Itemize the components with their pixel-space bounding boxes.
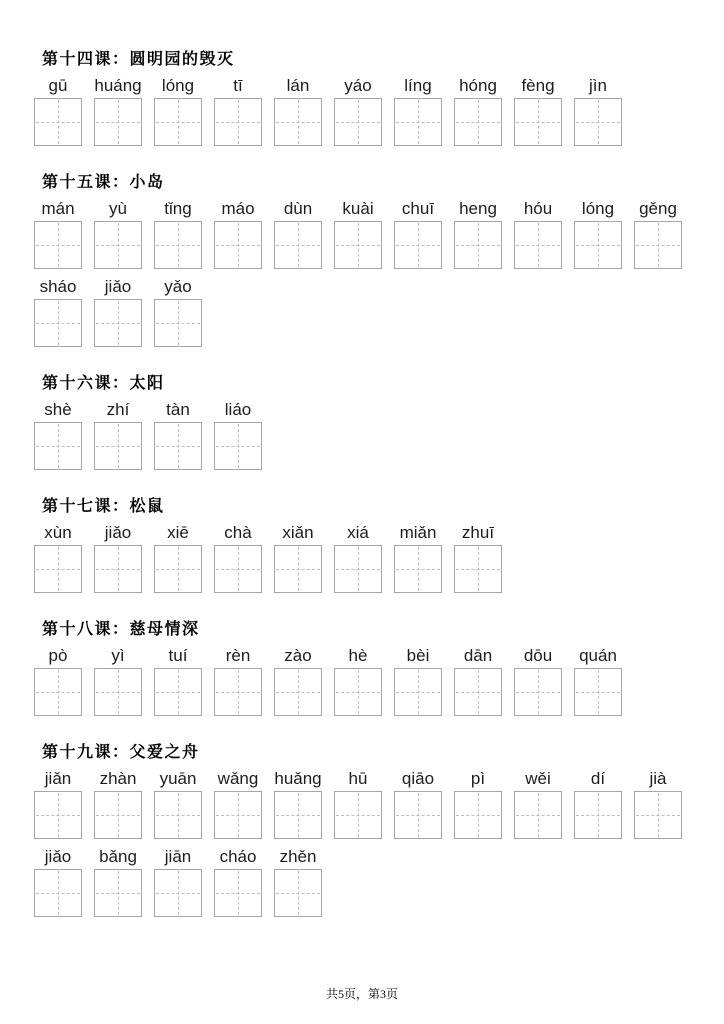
pinyin-item <box>454 767 514 839</box>
horizontal-guide-dashed-line <box>276 122 320 123</box>
horizontal-guide-dashed-line <box>96 569 140 570</box>
horizontal-guide-dashed-line <box>216 815 260 816</box>
writing-box <box>514 668 562 716</box>
pinyin-label: dōu <box>523 646 553 665</box>
pinyin-item <box>274 74 334 146</box>
pinyin-item <box>154 767 214 839</box>
pinyin-label: zào <box>284 646 312 665</box>
writing-box <box>94 98 142 146</box>
pinyin-item <box>214 398 274 470</box>
pinyin-label: huǎng <box>274 769 322 788</box>
horizontal-guide-dashed-line <box>216 446 260 447</box>
writing-box <box>214 791 262 839</box>
horizontal-guide-dashed-line <box>156 569 200 570</box>
horizontal-guide-dashed-line <box>216 122 260 123</box>
writing-box <box>274 869 322 917</box>
pinyin-item <box>214 644 274 716</box>
lesson-section <box>34 497 724 593</box>
pinyin-row <box>34 197 724 269</box>
horizontal-guide-dashed-line <box>576 122 620 123</box>
writing-box <box>454 791 502 839</box>
writing-box <box>514 98 562 146</box>
pinyin-item <box>214 521 274 593</box>
writing-box <box>214 668 262 716</box>
pinyin-item <box>394 197 454 269</box>
horizontal-guide-dashed-line <box>96 245 140 246</box>
writing-box <box>454 545 502 593</box>
pinyin-label: jiǎn <box>44 769 72 788</box>
writing-box <box>214 422 262 470</box>
pinyin-label: xiá <box>347 523 369 542</box>
pinyin-label: jià <box>649 769 667 788</box>
pinyin-row <box>34 398 724 470</box>
writing-box <box>334 545 382 593</box>
pinyin-item <box>34 398 94 470</box>
writing-box <box>34 545 82 593</box>
section-rows <box>34 644 724 716</box>
pinyin-label: yù <box>109 199 127 218</box>
pinyin-label: shè <box>44 400 72 419</box>
pinyin-item <box>214 197 274 269</box>
writing-box <box>154 98 202 146</box>
horizontal-guide-dashed-line <box>276 893 320 894</box>
writing-box <box>214 545 262 593</box>
pinyin-label: mán <box>41 199 75 218</box>
horizontal-guide-dashed-line <box>456 569 500 570</box>
writing-box <box>154 545 202 593</box>
writing-box <box>634 791 682 839</box>
pinyin-label: jiǎo <box>44 847 72 866</box>
pinyin-item <box>274 845 334 917</box>
writing-box <box>154 869 202 917</box>
writing-box <box>34 221 82 269</box>
pinyin-label: rèn <box>225 646 251 665</box>
writing-box <box>574 791 622 839</box>
horizontal-guide-dashed-line <box>156 893 200 894</box>
pinyin-item <box>514 197 574 269</box>
pinyin-item <box>94 521 154 593</box>
pinyin-label: jìn <box>589 76 607 95</box>
horizontal-guide-dashed-line <box>336 815 380 816</box>
horizontal-guide-dashed-line <box>636 815 680 816</box>
pinyin-item <box>274 644 334 716</box>
horizontal-guide-dashed-line <box>516 692 560 693</box>
pinyin-item <box>454 644 514 716</box>
writing-box <box>274 668 322 716</box>
pinyin-label: miǎn <box>399 523 437 542</box>
horizontal-guide-dashed-line <box>276 815 320 816</box>
pinyin-item <box>154 644 214 716</box>
pinyin-item <box>394 521 454 593</box>
horizontal-guide-dashed-line <box>576 815 620 816</box>
writing-box <box>94 668 142 716</box>
pinyin-label: lán <box>286 76 310 95</box>
pinyin-label: hū <box>348 769 368 788</box>
horizontal-guide-dashed-line <box>96 446 140 447</box>
pinyin-label: zhěn <box>279 847 317 866</box>
pinyin-label: gū <box>48 76 68 95</box>
pinyin-item <box>94 275 154 347</box>
pinyin-item <box>274 521 334 593</box>
writing-box <box>94 791 142 839</box>
pinyin-label: liáo <box>224 400 252 419</box>
horizontal-guide-dashed-line <box>36 323 80 324</box>
horizontal-guide-dashed-line <box>396 692 440 693</box>
section-rows <box>34 521 724 593</box>
writing-box <box>574 98 622 146</box>
horizontal-guide-dashed-line <box>156 122 200 123</box>
pinyin-row <box>34 644 724 716</box>
writing-box <box>94 299 142 347</box>
pinyin-item <box>574 197 634 269</box>
pinyin-item <box>214 74 274 146</box>
pinyin-item <box>274 767 334 839</box>
writing-box <box>34 869 82 917</box>
section-rows <box>34 74 724 146</box>
lesson-section <box>34 743 724 917</box>
horizontal-guide-dashed-line <box>96 323 140 324</box>
lesson-title: 第十四课：圆明园的毁灭 <box>42 51 235 68</box>
horizontal-guide-dashed-line <box>216 569 260 570</box>
pinyin-item <box>94 845 154 917</box>
pinyin-item <box>574 644 634 716</box>
lesson-section <box>34 620 724 716</box>
writing-box <box>274 545 322 593</box>
pinyin-label: hóu <box>523 199 553 218</box>
pinyin-item <box>454 74 514 146</box>
pinyin-item <box>454 197 514 269</box>
horizontal-guide-dashed-line <box>36 692 80 693</box>
lesson-section <box>34 173 724 347</box>
pinyin-item <box>94 197 154 269</box>
pinyin-item <box>154 197 214 269</box>
pinyin-item <box>34 767 94 839</box>
pinyin-label: jiān <box>164 847 192 866</box>
pinyin-label: hóng <box>459 76 497 95</box>
pinyin-label: quán <box>579 646 617 665</box>
section-rows <box>34 767 724 917</box>
writing-box <box>34 668 82 716</box>
horizontal-guide-dashed-line <box>156 245 200 246</box>
pinyin-label: tuí <box>168 646 188 665</box>
writing-box <box>214 98 262 146</box>
horizontal-guide-dashed-line <box>96 893 140 894</box>
pinyin-item <box>154 74 214 146</box>
pinyin-item <box>514 74 574 146</box>
pinyin-item <box>154 845 214 917</box>
pinyin-label: xiē <box>167 523 189 542</box>
pinyin-item <box>94 74 154 146</box>
pinyin-label: chà <box>224 523 252 542</box>
writing-box <box>334 668 382 716</box>
horizontal-guide-dashed-line <box>276 245 320 246</box>
writing-box <box>394 791 442 839</box>
pinyin-item <box>154 521 214 593</box>
pinyin-label: pò <box>48 646 68 665</box>
writing-box <box>274 791 322 839</box>
pinyin-item <box>34 74 94 146</box>
pinyin-item <box>574 74 634 146</box>
horizontal-guide-dashed-line <box>336 569 380 570</box>
writing-box <box>34 422 82 470</box>
writing-box <box>574 668 622 716</box>
pinyin-item <box>334 197 394 269</box>
pinyin-item <box>334 767 394 839</box>
writing-box <box>34 791 82 839</box>
pinyin-label: heng <box>459 199 497 218</box>
pinyin-label: lóng <box>581 199 615 218</box>
pinyin-item <box>154 398 214 470</box>
pinyin-label: yì <box>111 646 125 665</box>
horizontal-guide-dashed-line <box>516 122 560 123</box>
pinyin-label: fèng <box>521 76 555 95</box>
writing-box <box>214 221 262 269</box>
horizontal-guide-dashed-line <box>156 692 200 693</box>
pinyin-label: zhàn <box>99 769 137 788</box>
horizontal-guide-dashed-line <box>456 122 500 123</box>
horizontal-guide-dashed-line <box>456 692 500 693</box>
writing-box <box>154 221 202 269</box>
horizontal-guide-dashed-line <box>576 692 620 693</box>
horizontal-guide-dashed-line <box>36 122 80 123</box>
lesson-title: 第十七课：松鼠 <box>42 498 165 515</box>
horizontal-guide-dashed-line <box>36 446 80 447</box>
horizontal-guide-dashed-line <box>396 815 440 816</box>
horizontal-guide-dashed-line <box>36 245 80 246</box>
writing-box <box>34 299 82 347</box>
horizontal-guide-dashed-line <box>336 122 380 123</box>
pinyin-label: wěi <box>525 769 551 788</box>
lesson-section <box>34 374 724 470</box>
pinyin-item <box>334 644 394 716</box>
writing-box <box>94 221 142 269</box>
pinyin-item <box>94 644 154 716</box>
writing-box <box>34 98 82 146</box>
pinyin-label: dùn <box>283 199 313 218</box>
writing-box <box>94 869 142 917</box>
writing-box <box>574 221 622 269</box>
writing-box <box>274 221 322 269</box>
horizontal-guide-dashed-line <box>36 893 80 894</box>
pinyin-label: xùn <box>44 523 72 542</box>
pinyin-row <box>34 74 724 146</box>
lesson-section <box>34 50 724 146</box>
writing-box <box>394 545 442 593</box>
pinyin-label: xiǎn <box>282 523 314 542</box>
pinyin-label: pì <box>470 769 486 788</box>
pinyin-item <box>394 74 454 146</box>
pinyin-item <box>154 275 214 347</box>
pinyin-label: wǎng <box>217 769 259 788</box>
pinyin-label: qiāo <box>401 769 435 788</box>
horizontal-guide-dashed-line <box>216 893 260 894</box>
pinyin-item <box>34 644 94 716</box>
pinyin-item <box>214 767 274 839</box>
pinyin-item <box>34 197 94 269</box>
pinyin-label: bèi <box>406 646 430 665</box>
horizontal-guide-dashed-line <box>336 692 380 693</box>
pinyin-item <box>94 398 154 470</box>
writing-box <box>634 221 682 269</box>
pinyin-label: jiǎo <box>104 523 132 542</box>
horizontal-guide-dashed-line <box>96 122 140 123</box>
pinyin-label: zhuī <box>461 523 495 542</box>
pinyin-label: lóng <box>161 76 195 95</box>
horizontal-guide-dashed-line <box>216 245 260 246</box>
pinyin-item <box>454 521 514 593</box>
pinyin-label: tī <box>233 76 243 95</box>
horizontal-guide-dashed-line <box>276 569 320 570</box>
lesson-title: 第十八课：慈母情深 <box>42 621 200 638</box>
pinyin-label: líng <box>404 76 432 95</box>
pinyin-item <box>34 845 94 917</box>
pinyin-label: máo <box>221 199 255 218</box>
section-rows <box>34 197 724 347</box>
horizontal-guide-dashed-line <box>396 122 440 123</box>
pinyin-label: bǎng <box>99 847 137 866</box>
writing-box <box>514 221 562 269</box>
pinyin-item <box>394 644 454 716</box>
pinyin-label: yuān <box>159 769 197 788</box>
pinyin-item <box>214 845 274 917</box>
pinyin-row <box>34 521 724 593</box>
writing-box <box>214 869 262 917</box>
horizontal-guide-dashed-line <box>96 815 140 816</box>
pinyin-item <box>574 767 634 839</box>
horizontal-guide-dashed-line <box>96 692 140 693</box>
writing-box <box>274 98 322 146</box>
pinyin-row <box>34 845 724 917</box>
horizontal-guide-dashed-line <box>36 569 80 570</box>
pinyin-label: yǎo <box>164 277 192 296</box>
pinyin-item <box>34 521 94 593</box>
lesson-title: 第十六课：太阳 <box>42 375 165 392</box>
horizontal-guide-dashed-line <box>336 245 380 246</box>
writing-box <box>154 422 202 470</box>
page-footer: 共5页，第3页 <box>325 987 398 1001</box>
pinyin-label: dān <box>463 646 493 665</box>
horizontal-guide-dashed-line <box>636 245 680 246</box>
horizontal-guide-dashed-line <box>396 569 440 570</box>
lesson-title: 第十五课：小岛 <box>42 174 165 191</box>
pinyin-item <box>514 644 574 716</box>
pinyin-item <box>34 275 94 347</box>
writing-box <box>394 668 442 716</box>
horizontal-guide-dashed-line <box>576 245 620 246</box>
pinyin-label: huáng <box>94 76 142 95</box>
pinyin-row <box>34 767 724 839</box>
writing-box <box>154 668 202 716</box>
pinyin-label: kuài <box>342 199 374 218</box>
horizontal-guide-dashed-line <box>456 815 500 816</box>
horizontal-guide-dashed-line <box>36 815 80 816</box>
pinyin-label: cháo <box>219 847 257 866</box>
pinyin-item <box>634 767 694 839</box>
pinyin-label: gěng <box>639 199 677 218</box>
pinyin-label: yáo <box>344 76 372 95</box>
writing-box <box>94 545 142 593</box>
section-rows <box>34 398 724 470</box>
writing-box <box>334 98 382 146</box>
pinyin-label: tàn <box>166 400 190 419</box>
horizontal-guide-dashed-line <box>156 815 200 816</box>
pinyin-label: dí <box>590 769 606 788</box>
pinyin-label: chuī <box>401 199 435 218</box>
writing-box <box>154 299 202 347</box>
horizontal-guide-dashed-line <box>396 245 440 246</box>
pinyin-item <box>334 521 394 593</box>
lesson-title: 第十九课：父爱之舟 <box>42 744 200 761</box>
writing-box <box>94 422 142 470</box>
horizontal-guide-dashed-line <box>276 692 320 693</box>
writing-box <box>334 221 382 269</box>
sections-container <box>34 50 724 917</box>
writing-box <box>334 791 382 839</box>
writing-box <box>514 791 562 839</box>
pinyin-label: jiǎo <box>104 277 132 296</box>
horizontal-guide-dashed-line <box>516 245 560 246</box>
pinyin-item <box>634 197 694 269</box>
horizontal-guide-dashed-line <box>516 815 560 816</box>
pinyin-item <box>274 197 334 269</box>
pinyin-label: hè <box>348 646 368 665</box>
pinyin-item <box>514 767 574 839</box>
pinyin-item <box>394 767 454 839</box>
horizontal-guide-dashed-line <box>456 245 500 246</box>
writing-box <box>394 98 442 146</box>
horizontal-guide-dashed-line <box>156 323 200 324</box>
pinyin-label: sháo <box>39 277 77 296</box>
writing-box <box>454 668 502 716</box>
pinyin-label: zhí <box>106 400 130 419</box>
horizontal-guide-dashed-line <box>216 692 260 693</box>
horizontal-guide-dashed-line <box>156 446 200 447</box>
pinyin-item <box>334 74 394 146</box>
writing-box <box>154 791 202 839</box>
pinyin-item <box>94 767 154 839</box>
writing-box <box>394 221 442 269</box>
pinyin-label: tǐng <box>164 199 192 218</box>
pinyin-row <box>34 275 724 347</box>
writing-box <box>454 98 502 146</box>
writing-box <box>454 221 502 269</box>
